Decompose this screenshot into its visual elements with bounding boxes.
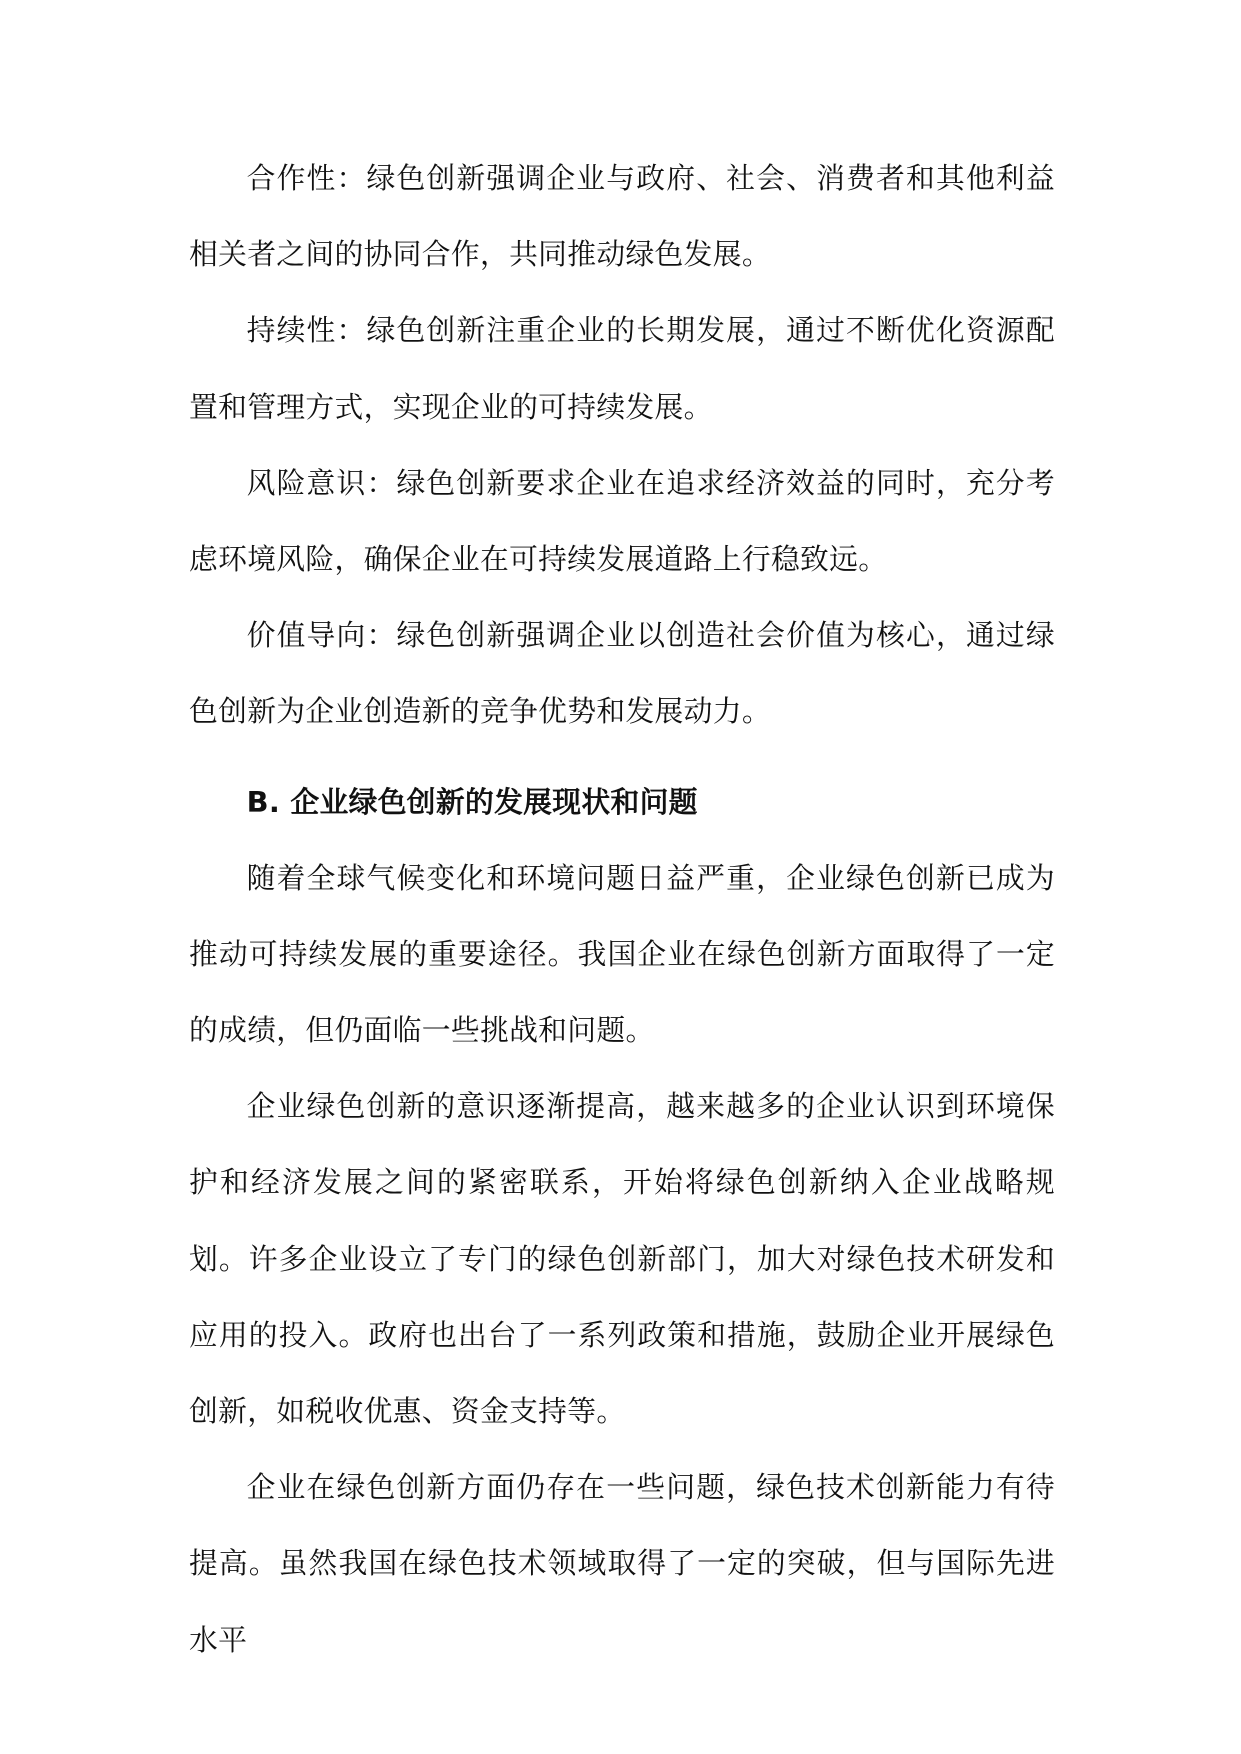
section-heading: B. 企业绿色创新的发展现状和问题 [246, 784, 698, 819]
paragraph-risk-awareness: 风险意识：绿色创新要求企业在追求经济效益的同时，充分考虑环境风险，确保企业在可持续发展道路上行稳致远。 [189, 465, 1055, 577]
paragraph-sustainability: 持续性：绿色创新注重企业的长期发展，通过不断优化资源配置和管理方式，实现企业的可持续发展。 [189, 313, 1055, 424]
paragraph-awareness-rising: 企业绿色创新的意识逐渐提高，越来越多的企业认识到环境保护和经济发展之间的紧密联系，开始将绿色创新纳入企业战略规划。许多企业设立了专门的绿色创新部门，加大对绿色技术研发和应用的投入。政府也出台了一系列政策和措施，鼓励企业开展绿色创新，如税收优惠、资金支持等。 [189, 1089, 1055, 1429]
paragraph-background: 随着全球气候变化和环境问题日益严重，企业绿色创新已成为推动可持续发展的重要途径。我国企业在绿色创新方面取得了一定的成绩，但仍面临一些挑战和问题。 [189, 860, 1055, 1048]
section-spacer [189, 750, 1055, 764]
paragraph-cooperation: 合作性：绿色创新强调企业与政府、社会、消费者和其他利益相关者之间的协同合作，共同推动绿色发展。 [189, 161, 1055, 272]
paragraph-value-orientation: 价值导向：绿色创新强调企业以创造社会价值为核心，通过绿色创新为企业创造新的竞争优势和发展动力。 [189, 618, 1055, 729]
paragraph-problems: 企业在绿色创新方面仍存在一些问题，绿色技术创新能力有待提高。虽然我国在绿色技术领域取得了一定的突破，但与国际先进水平 [189, 1470, 1055, 1657]
body-text [189, 140, 1055, 1678]
